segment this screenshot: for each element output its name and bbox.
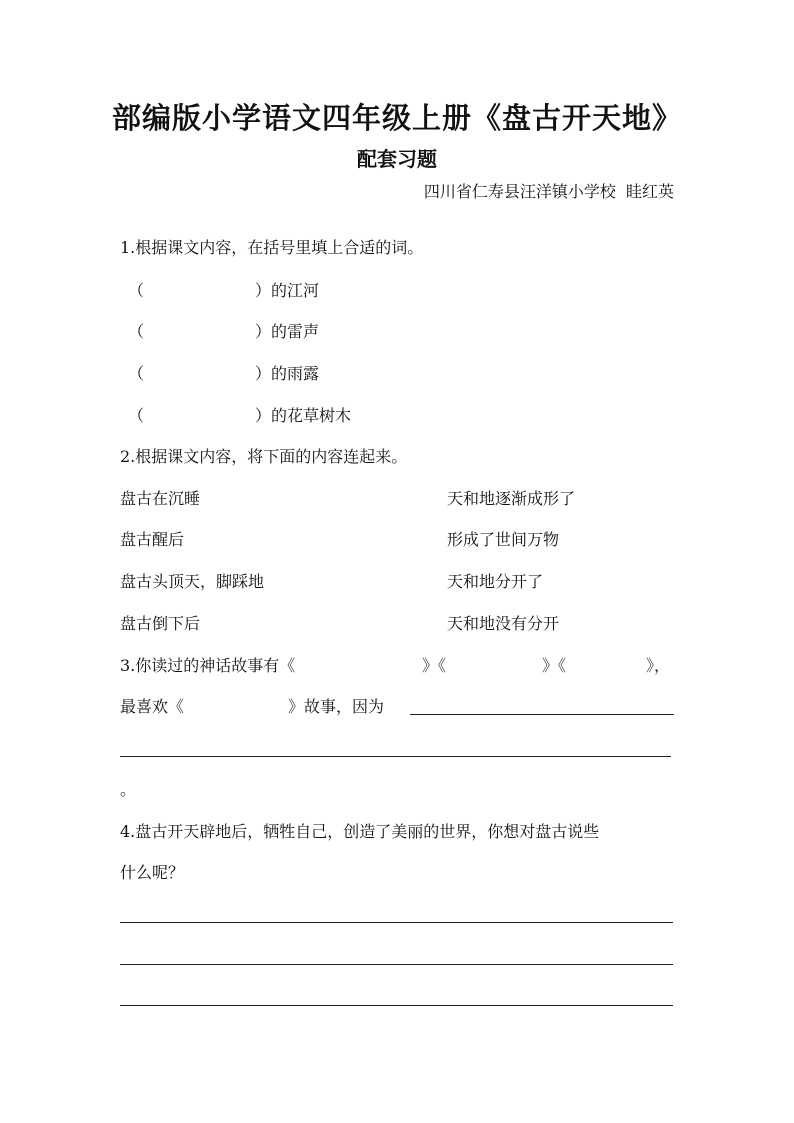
q2-left-item: 盘古倒下后	[120, 614, 201, 633]
q1-item-1: ）的江河	[255, 281, 320, 300]
q4-prompt-line-1: 4.盘古开天辟地后，牺牲自己，创造了美丽的世界，你想对盘古说些	[120, 822, 600, 841]
open-paren: （	[128, 406, 145, 425]
q2-pair-row-1	[120, 487, 680, 511]
q4-answer-line-3[interactable]	[120, 1005, 673, 1006]
q1-blank-row-1	[120, 279, 420, 303]
page-title: 部编版小学语文四年级上册《盘古开天地》	[111, 101, 682, 135]
q4-answer-line-2[interactable]	[120, 964, 673, 965]
q2-right-item: 天和地分开了	[447, 572, 544, 591]
q3-end-mark: 。	[120, 780, 137, 799]
q3-text-a: 3.你读过的神话故事有《	[120, 656, 296, 675]
q3-answer-line-2[interactable]	[120, 756, 671, 757]
q4-prompt-line-2: 什么呢？	[120, 863, 185, 882]
q3-text-e: 最喜欢《	[120, 697, 185, 716]
q2-prompt: 2.根据课文内容，将下面的内容连起来。	[120, 447, 408, 466]
q3-text-b: 》《	[422, 656, 447, 675]
q2-left-item: 盘古在沉睡	[120, 489, 201, 508]
q3-answer-line-1[interactable]	[410, 714, 674, 715]
q3-text-d: 》，	[646, 656, 671, 675]
q2-pair-row-3	[120, 570, 680, 594]
q2-right-item: 天和地逐渐成形了	[447, 489, 576, 508]
q2-pair-row-4	[120, 612, 680, 636]
q3-line-2	[120, 695, 680, 719]
open-paren: （	[128, 364, 145, 383]
q1-item-4: ）的花草树木	[255, 406, 352, 425]
q2-right-item: 天和地没有分开	[447, 614, 560, 633]
open-paren: （	[128, 281, 145, 300]
q3-text-c: 》《	[542, 656, 567, 675]
q2-pair-row-2	[120, 528, 680, 552]
q1-blank-row-2	[120, 320, 420, 344]
q4-answer-line-1[interactable]	[120, 922, 673, 923]
q1-prompt: 1.根据课文内容，在括号里填上合适的词。	[120, 238, 424, 257]
q1-item-3: ）的雨露	[255, 364, 320, 383]
page-subtitle: 配套习题	[357, 147, 437, 171]
q2-left-item: 盘古头顶天，脚踩地	[120, 572, 265, 591]
q2-left-item: 盘古醒后	[120, 530, 185, 549]
author-line: 四川省仁寿县汪洋镇小学校 眭红英	[423, 182, 674, 201]
q3-line-1	[120, 654, 680, 678]
open-paren: （	[128, 322, 145, 341]
q1-item-2: ）的雷声	[255, 322, 320, 341]
q2-right-item: 形成了世间万物	[447, 530, 560, 549]
q1-blank-row-4	[120, 404, 420, 428]
q1-blank-row-3	[120, 362, 420, 386]
q3-text-f: 》故事，因为	[288, 697, 385, 716]
